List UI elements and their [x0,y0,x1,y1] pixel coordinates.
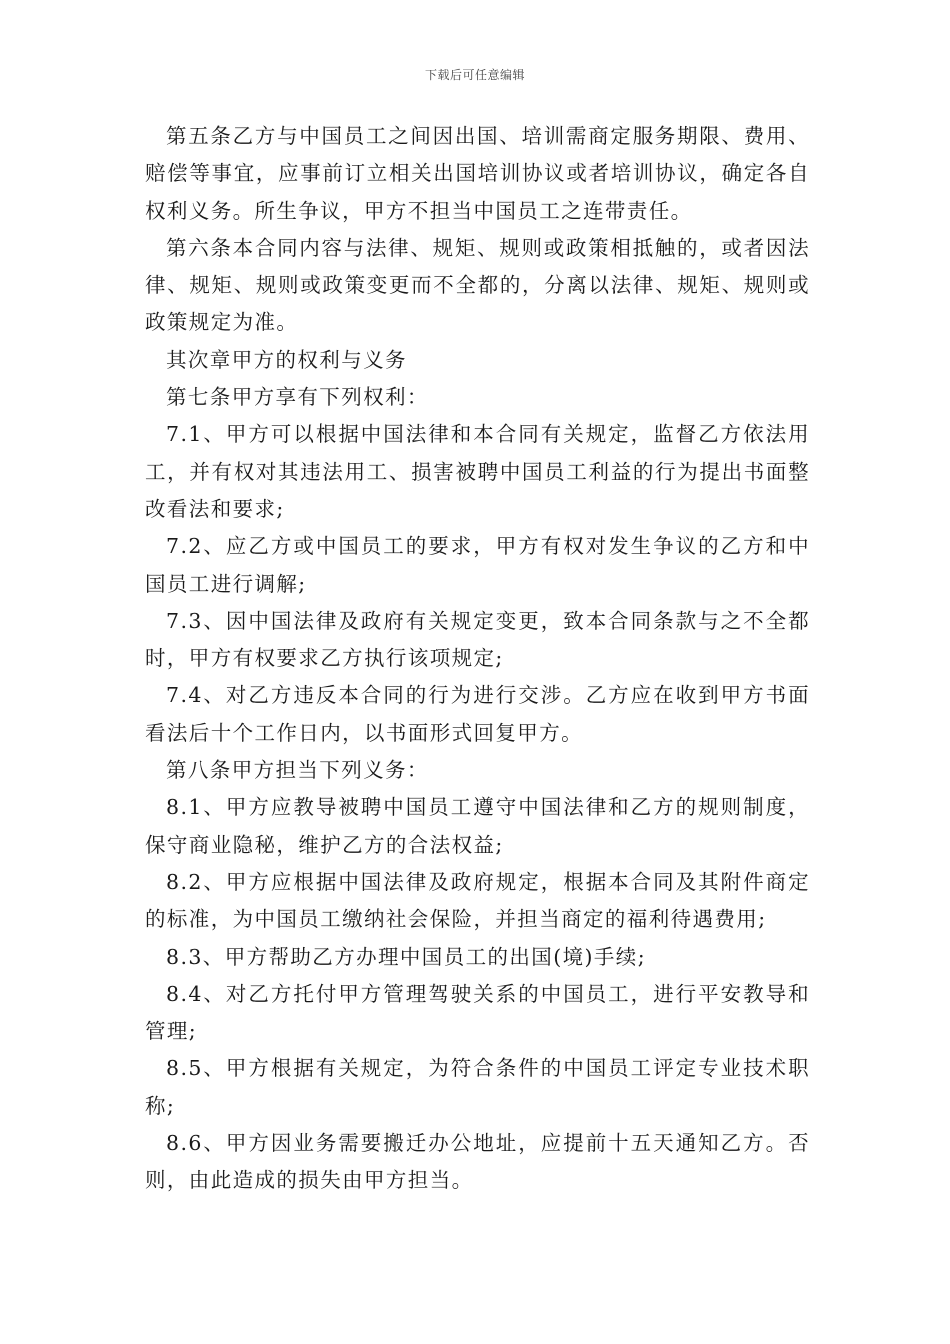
clause-8-3: 8.3、甲方帮助乙方办理中国员工的出国(境)手续; [166,944,647,969]
clause-7-3: 7.3、因中国法律及政府有关规定变更，致本合同条款与之不全都时，甲方有权要求乙方执行该项规定; [145,608,810,671]
header-note: 下载后可任意编辑 [424,68,525,82]
document-body [145,118,810,1200]
clause-8-6: 8.6、甲方因业务需要搬迁办公地址，应提前十五天通知乙方。否则，由此造成的损失由甲方担当。 [145,1131,810,1193]
article-5-paragraph: 第五条乙方与中国员工之间因出国、培训需商定服务期限、费用、赔偿等事宜，应事前订立相关出国培训协议或者培训协议，确定各自权利义务。所生争议，甲方不担当中国员工之连带责任。 [145,124,810,223]
article-6-paragraph: 第六条本合同内容与法律、规矩、规则或政策相抵触的，或者因法律、规矩、规则或政策变更而不全都的，分离以法律、规矩、规则或政策规定为准。 [145,235,810,335]
article-8-heading: 第八条甲方担当下列义务： [166,758,429,783]
clause-8-1: 8.1、甲方应教导被聘中国员工遵守中国法律和乙方的规则制度，保守商业隐秘，维护乙方的合法权益; [145,795,810,857]
clause-8-4: 8.4、对乙方托付甲方管理驾驶关系的中国员工，进行平安教导和管理; [145,981,810,1044]
chapter-heading: 其次章甲方的权利与义务 [166,347,407,372]
clause-8-2: 8.2、甲方应根据中国法律及政府规定，根据本合同及其附件商定的标准，为中国员工缴纳社会保险，并担当商定的福利待遇费用; [145,869,810,932]
clause-7-2: 7.2、应乙方或中国员工的要求，甲方有权对发生争议的乙方和中国员工进行调解; [145,534,810,596]
clause-7-4: 7.4、对乙方违反本合同的行为进行交涉。乙方应在收到甲方书面看法后十个工作日内，以书面形式回复甲方。 [145,683,810,745]
clause-7-1: 7.1、甲方可以根据中国法律和本合同有关规定，监督乙方依法用工，并有权对其违法用工、损害被聘中国员工利益的行为提出书面整改看法和要求; [145,422,810,521]
clause-8-5: 8.5、甲方根据有关规定，为符合条件的中国员工评定专业技术职称; [145,1056,810,1118]
article-7-heading: 第七条甲方享有下列权利： [166,385,429,410]
